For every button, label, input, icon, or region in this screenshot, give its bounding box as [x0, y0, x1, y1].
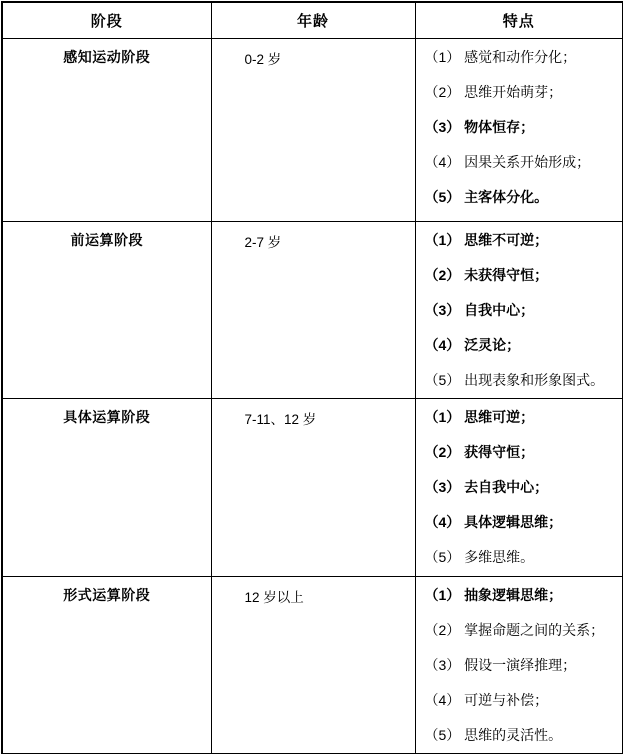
feature-item: （4） 可逆与补偿； — [424, 691, 549, 708]
features-cell — [415, 221, 623, 398]
age-cell: 7-11、12 岁 — [211, 398, 415, 576]
table-row — [2, 576, 623, 754]
feature-item: （2） 思维开始萌芽； — [424, 83, 563, 100]
feature-item: （3） 去自我中心； — [424, 478, 549, 495]
feature-item: （3） 物体恒存； — [424, 118, 535, 135]
feature-item: （2） 获得守恒； — [424, 443, 535, 460]
feature-item: （5） 主客体分化。 — [424, 188, 549, 205]
feature-item: （3） 自我中心； — [424, 301, 535, 318]
header-age: 年龄 — [211, 2, 415, 38]
table-row — [2, 398, 623, 576]
feature-item: （4） 具体逻辑思维； — [424, 513, 563, 530]
feature-item: （4） 泛灵论； — [424, 336, 521, 353]
table-body — [2, 38, 623, 754]
stage-cell: 感知运动阶段 — [2, 38, 211, 221]
feature-item: （5） 多维思维。 — [424, 548, 535, 565]
piaget-stages-table — [1, 1, 623, 754]
feature-item: （1） 抽象逻辑思维； — [424, 586, 563, 603]
feature-item: （1） 思维不可逆； — [424, 231, 549, 248]
feature-item: （2） 未获得守恒； — [424, 266, 549, 283]
feature-item: （1） 感觉和动作分化； — [424, 48, 577, 65]
stage-cell: 形式运算阶段 — [2, 576, 211, 754]
header-row — [2, 2, 623, 38]
features-cell — [415, 398, 623, 576]
age-cell: 12 岁以上 — [211, 576, 415, 754]
header-stage: 阶段 — [2, 2, 211, 38]
stage-cell: 前运算阶段 — [2, 221, 211, 398]
features-cell — [415, 576, 623, 754]
feature-item: （5） 出现表象和形象图式。 — [424, 371, 605, 388]
stage-cell: 具体运算阶段 — [2, 398, 211, 576]
feature-item: （2） 掌握命题之间的关系； — [424, 621, 605, 638]
header-features: 特点 — [415, 2, 623, 38]
age-cell: 0-2 岁 — [211, 38, 415, 221]
table-row — [2, 38, 623, 221]
age-cell: 2-7 岁 — [211, 221, 415, 398]
feature-item: （3） 假设一演绎推理； — [424, 656, 577, 673]
table-row — [2, 221, 623, 398]
features-cell — [415, 38, 623, 221]
feature-item: （1） 思维可逆； — [424, 408, 535, 425]
feature-item: （4） 因果关系开始形成； — [424, 153, 591, 170]
feature-item: （5） 思维的灵活性。 — [424, 726, 563, 743]
